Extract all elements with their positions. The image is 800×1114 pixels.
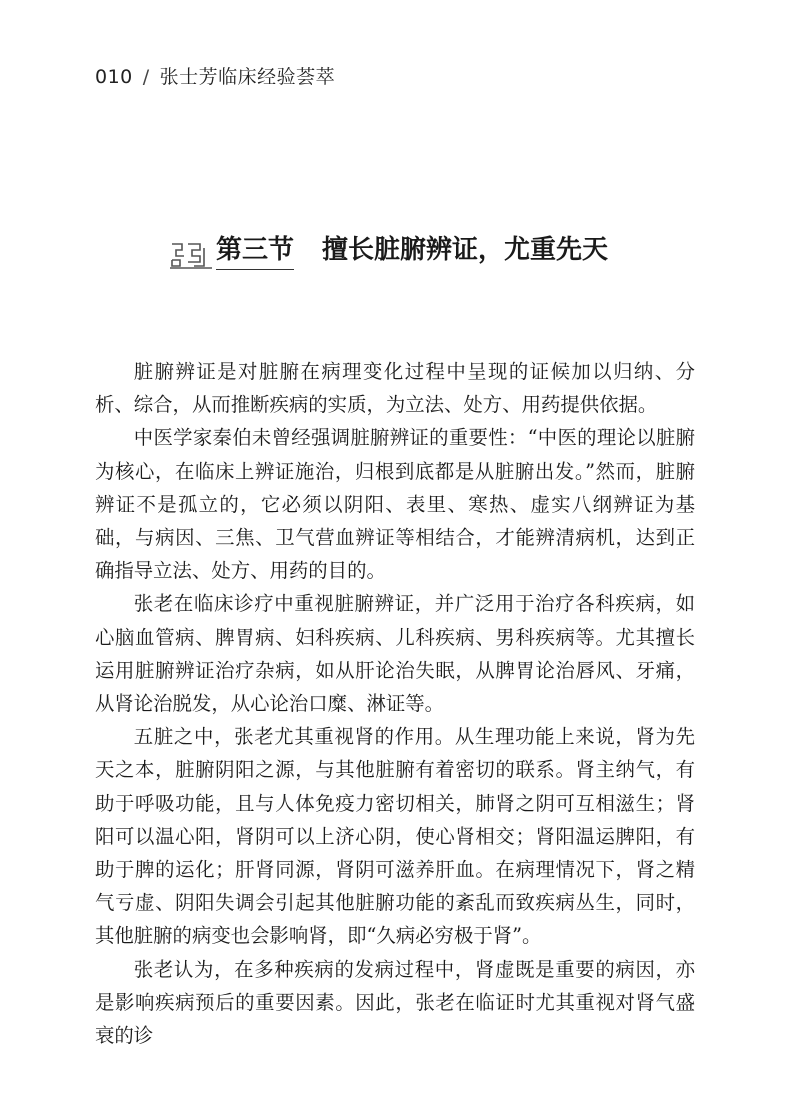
paragraph: 张老在临床诊疗中重视脏腑辨证，并广泛用于治疗各科疾病，如心脑血管病、脾胃病、妇科疾病、儿科疾病、男科疾病等。尤其擅长运用脏腑辨证治疗杂病，如从肝论治失眠，从脾胃论治唇风、牙痛，从肾论治脱发，从心论治口糜、淋证等。 [95,592,695,716]
header-separator: / [142,66,150,88]
book-title: 张士芳临床经验荟萃 [159,66,336,88]
section-title: 擅长脏腑辨证，尤重先天 [322,235,609,265]
paragraph: 脏腑辨证是对脏腑在病理变化过程中呈现的证候加以归纳、分析、综合，从而推断疾病的实质，为立法、处方、用药提供依据。 [95,360,695,417]
body-text [95,355,695,1052]
section-number: 第三节 [216,235,294,270]
paragraph: 中医学家秦伯未曾经强调脏腑辨证的重要性：“中医的理论以脏腑为核心，在临床上辨证施治，归根到底都是从脏腑出发。”然而，脏腑辨证不是孤立的，它必须以阴阳、表里、寒热、虚实八纲辨证为基础，与病因、三焦、卫气营血辨证等相结合，才能辨清病机，达到正确指导立法、处方、用药的目的。 [95,426,695,583]
paragraph: 五脏之中，张老尤其重视肾的作用。从生理功能上来说，肾为先天之本，脏腑阴阳之源，与其他脏腑有着密切的联系。肾主纳气，有助于呼吸功能，且与人体免疫力密切相关，肺肾之阴可互相滋生；肾阳可以温心阳，肾阴可以上济心阴，使心肾相交；肾阳温运脾阳，有助于脾的运化；肝肾同源，肾阴可滋养肝血。在病理情况下，肾之精气亏虚、阴阳失调会引起其他脏腑功能的紊乱而致疾病丛生，同时，其他脏腑的病变也会影响肾，即“久病必穷极于肾”。 [95,725,695,948]
section-heading [170,226,608,270]
fret-ornament-icon [170,238,212,270]
running-header [95,62,335,89]
paragraph: 张老认为，在多种疾病的发病过程中，肾虚既是重要的病因，亦是影响疾病预后的重要因素。因此，张老在临证时尤其重视对肾气盛衰的诊 [95,957,695,1048]
page-number: 010 [95,66,133,88]
